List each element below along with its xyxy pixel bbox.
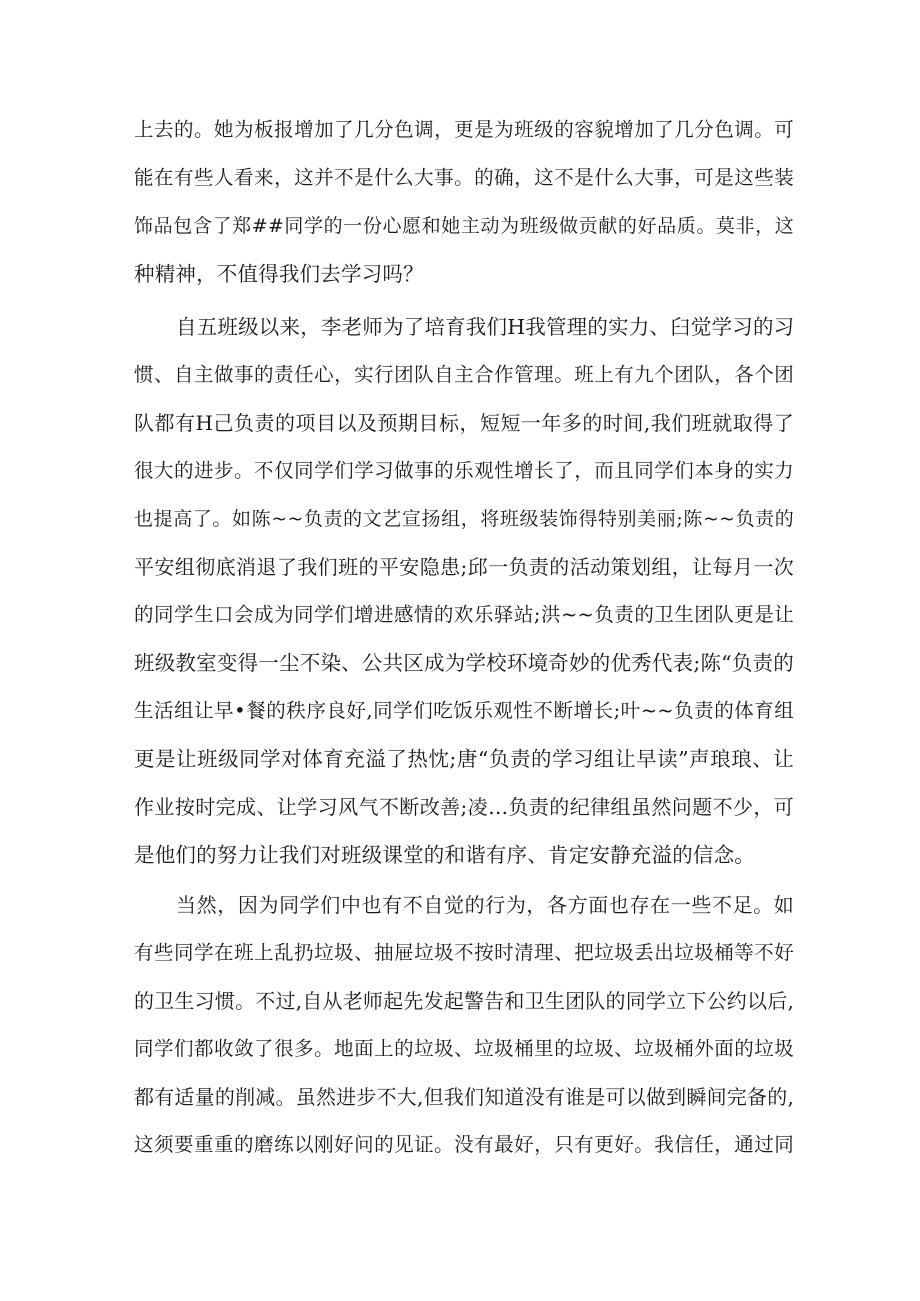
text-line: 自五班级以来，李老师为了培育我们H我管理的实力、臼觉学习的习 xyxy=(176,315,794,339)
text-line: 同学们都收敛了很多。地面上的垃圾、垃圾桶里的垃圾、垃圾桶外面的垃圾 xyxy=(134,1037,794,1060)
text-line: 也提高了。如陈~~负责的文艺宣扬组，将班级装饰得特别美丽;陈~~负责的 xyxy=(134,508,794,530)
text-line: 作业按时完成、让学习风气不断改善;凌…负责的纪律组虽然问题不少，可 xyxy=(134,795,794,819)
text-line: 惯、自主做事的责任心，实行团队自主合作管理。班上有九个团队，各个团 xyxy=(134,363,794,386)
text-line: 更是让班级同学对体育充溢了热忱;唐“负责的学习组让早读”声琅琅、让 xyxy=(134,747,794,771)
text-line: 当然，因为同学们中也有不自觉的行为，各方面也存在一些不足。如 xyxy=(176,893,794,917)
text-line: 上去的。她为板报增加了几分色调，更是为班级的容貌增加了几分色调。可 xyxy=(134,118,794,141)
text-line: 有些同学在班上乱扔垃圾、抽屉垃圾不按时清理、把垃圾丢出垃圾桶等不好 xyxy=(134,941,794,964)
text-line: 的同学生口会成为同学们增进感情的欢乐驿站;洪~~负责的卫生团队更是让 xyxy=(134,603,794,626)
text-line: 饰品包含了郑##同学的一份心愿和她主动为班级做贡献的好品质。莫非，这 xyxy=(134,215,794,237)
text-line: 队都有H己负责的项目以及预期目标，短短一年多的时间,我们班就取得了 xyxy=(134,411,794,435)
text-line: 是他们的努力让我们对班级课堂的和谐有序、肯定安静充溢的信念。 xyxy=(134,843,755,867)
text-line: 很大的进步。不仅同学们学习做事的乐观性增长了，而且同学们本身的实力 xyxy=(134,459,794,482)
text-line: 生活组让早•餐的秩序良好,同学们吃饭乐观性不断增长;叶~~负责的体育组 xyxy=(134,699,794,722)
text-line: 班级教室变得一尘不染、公共区成为学校环境奇妙的优秀代表;陈“负责的 xyxy=(134,651,794,675)
text-line: 能在有些人看来，这并不是什么大事。的确，这不是什么大事，可是这些装 xyxy=(134,166,794,189)
text-line: 这须要重重的磨练以刚好问的见证。没有最好，只有更好。我信任，通过同 xyxy=(134,1133,794,1156)
text-line: 种精神，不值得我们去学习吗？ xyxy=(134,262,424,286)
text-line: 都有适量的削减。虽然进步不大,但我们知道没有谁是可以做到瞬间完备的, xyxy=(134,1085,794,1109)
text-line: 的卫生习惯。不过,自从老师起先发起警告和卫生团队的同学立下公约以后, xyxy=(134,989,794,1013)
text-line: 平安组彻底消退了我们班的平安隐患;邱一负责的活动策划组，让每月一次 xyxy=(134,555,794,579)
